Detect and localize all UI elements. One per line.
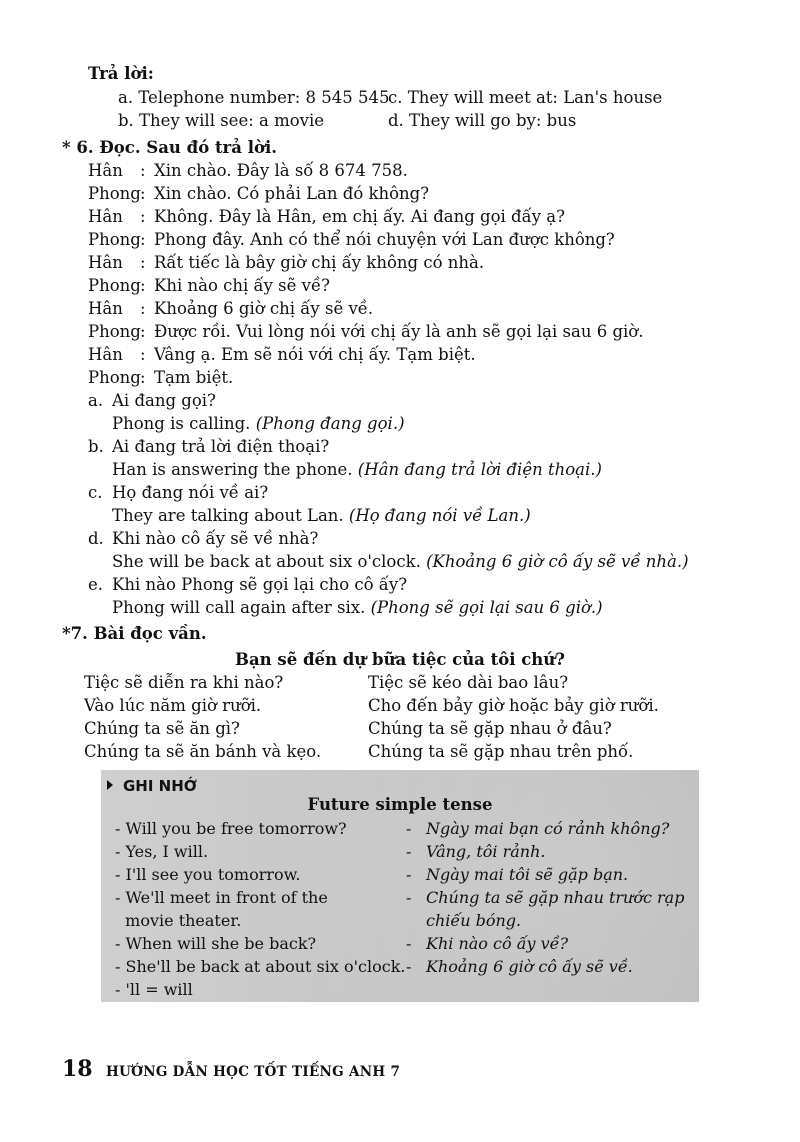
- answer-vi: (Khoảng 6 giờ cô ấy sẽ về nhà.): [426, 552, 689, 571]
- answer-vi: (Hân đang trả lời điện thoại.): [357, 460, 602, 479]
- question-letter: a.: [88, 391, 104, 410]
- answer-en: She will be back at about six o'clock.: [112, 552, 421, 571]
- answer-c: c. They will meet at: Lan's house: [388, 88, 663, 107]
- speaker: Hân: [88, 299, 123, 318]
- rhyme-line: Tiệc sẽ kéo dài bao lâu?: [368, 673, 569, 692]
- ghi-nho-title: Future simple tense: [307, 795, 493, 814]
- grammar-vi: Chúng ta sẽ gặp nhau trước rạp: [426, 888, 685, 907]
- grammar-en: - I'll see you tomorrow.: [115, 865, 301, 884]
- dialogue-line: [88, 274, 330, 297]
- dialogue-line: [88, 320, 643, 343]
- page-number: 18: [62, 1056, 93, 1082]
- question-text: Ai đang trả lời điện thoại?: [112, 437, 330, 456]
- dialogue-line: [88, 251, 484, 274]
- question-answer: [112, 458, 602, 481]
- grammar-dash: -: [406, 957, 412, 976]
- answer-d: d. They will go by: bus: [388, 111, 577, 130]
- line-text: Xin chào. Có phải Lan đó không?: [154, 184, 430, 203]
- dialogue-line: [88, 205, 565, 228]
- grammar-dash: -: [406, 842, 412, 861]
- question-text: Họ đang nói về ai?: [112, 483, 269, 502]
- book-title: HƯỚNG DẪN HỌC TỐT TIẾNG ANH 7: [106, 1064, 401, 1080]
- colon: :: [140, 299, 146, 318]
- dialogue-line: [88, 297, 373, 320]
- answer-vi: (Họ đang nói về Lan.): [348, 506, 531, 525]
- ghi-nho-box: [101, 770, 699, 1002]
- dialogue-line: [88, 366, 233, 389]
- dialogue-line: [88, 159, 408, 182]
- answer-en: Han is answering the phone.: [112, 460, 353, 479]
- triangle-bullet-icon: [107, 780, 113, 790]
- speaker: Hân: [88, 345, 123, 364]
- question-letter: e.: [88, 575, 104, 594]
- line-text: Được rồi. Vui lòng nói với chị ấy là anh sẽ gọi lại sau 6 giờ.: [154, 322, 644, 341]
- ghi-nho-label: GHI NHỚ: [123, 777, 197, 795]
- answer-heading: Trả lời:: [88, 64, 154, 83]
- colon: :: [140, 161, 146, 180]
- line-text: Tạm biệt.: [154, 368, 234, 387]
- speaker: Phong: [88, 276, 141, 295]
- grammar-vi: Ngày mai bạn có rảnh không?: [426, 819, 670, 838]
- line-text: Vâng ạ. Em sẽ nói với chị ấy. Tạm biệt.: [154, 345, 476, 364]
- question-letter: c.: [88, 483, 103, 502]
- question-answer: [112, 504, 531, 527]
- grammar-en: - She'll be back at about six o'clock.: [115, 957, 406, 976]
- rhyme-line: Cho đến bảy giờ hoặc bảy giờ rưỡi.: [368, 696, 659, 715]
- colon: :: [140, 184, 146, 203]
- answer-en: They are talking about Lan.: [112, 506, 344, 525]
- grammar-en: - We'll meet in front of the: [115, 888, 328, 907]
- question-answer: [112, 596, 603, 619]
- line-text: Không. Đây là Hân, em chị ấy. Ai đang gọi đấy ạ?: [154, 207, 565, 226]
- speaker: Hân: [88, 207, 123, 226]
- question-text: Ai đang gọi?: [112, 391, 216, 410]
- question-letter: b.: [88, 437, 104, 456]
- grammar-en: - 'll = will: [115, 980, 193, 999]
- section6-heading: * 6. Đọc. Sau đó trả lời.: [62, 138, 277, 157]
- grammar-vi: Khi nào cô ấy về?: [426, 934, 569, 953]
- rhyme-line: Chúng ta sẽ ăn bánh và kẹo.: [84, 742, 322, 761]
- dialogue-line: [88, 182, 429, 205]
- rhyme-line: Tiệc sẽ diễn ra khi nào?: [84, 673, 284, 692]
- section7-heading: *7. Bài đọc vần.: [62, 624, 207, 643]
- rhyme-line: Vào lúc năm giờ rưỡi.: [84, 696, 262, 715]
- line-text: Khoảng 6 giờ chị ấy sẽ về.: [154, 299, 374, 318]
- grammar-en: - Yes, I will.: [115, 842, 209, 861]
- answer-en: Phong will call again after six.: [112, 598, 366, 617]
- colon: :: [140, 253, 146, 272]
- question-letter: d.: [88, 529, 104, 548]
- rhyme-line: Chúng ta sẽ ăn gì?: [84, 719, 240, 738]
- grammar-dash: -: [406, 819, 412, 838]
- speaker: Phong: [88, 368, 141, 387]
- grammar-en: movie theater.: [115, 911, 242, 930]
- grammar-en: - Will you be free tomorrow?: [115, 819, 347, 838]
- grammar-dash: -: [406, 865, 412, 884]
- colon: :: [140, 322, 146, 341]
- grammar-en: - When will she be back?: [115, 934, 317, 953]
- speaker: Hân: [88, 161, 123, 180]
- question-text: Khi nào Phong sẽ gọi lại cho cô ấy?: [112, 575, 408, 594]
- grammar-dash: -: [406, 934, 412, 953]
- colon: :: [140, 230, 146, 249]
- line-text: Rất tiếc là bây giờ chị ấy không có nhà.: [154, 253, 485, 272]
- answer-a: a. Telephone number: 8 545 545: [118, 88, 390, 107]
- answer-vi: (Phong đang gọi.): [255, 414, 405, 433]
- rhyme-title: Bạn sẽ đến dự bữa tiệc của tôi chứ?: [235, 650, 565, 669]
- dialogue-line: [88, 343, 476, 366]
- speaker: Phong: [88, 322, 141, 341]
- answer-en: Phong is calling.: [112, 414, 251, 433]
- speaker: Phong: [88, 230, 141, 249]
- speaker: Phong: [88, 184, 141, 203]
- question-answer: [112, 412, 405, 435]
- colon: :: [140, 276, 146, 295]
- dialogue-line: [88, 228, 615, 251]
- rhyme-line: Chúng ta sẽ gặp nhau trên phố.: [368, 742, 634, 761]
- colon: :: [140, 368, 146, 387]
- grammar-vi: Vâng, tôi rảnh.: [426, 842, 546, 861]
- rhyme-line: Chúng ta sẽ gặp nhau ở đâu?: [368, 719, 612, 738]
- answer-vi: (Phong sẽ gọi lại sau 6 giờ.): [370, 598, 603, 617]
- question-text: Khi nào cô ấy sẽ về nhà?: [112, 529, 319, 548]
- answer-b: b. They will see: a movie: [118, 111, 325, 130]
- grammar-dash: -: [406, 888, 412, 907]
- grammar-vi: Khoảng 6 giờ cô ấy sẽ về.: [426, 957, 633, 976]
- question-answer: [112, 550, 689, 573]
- colon: :: [140, 207, 146, 226]
- line-text: Phong đây. Anh có thể nói chuyện với Lan được không?: [154, 230, 615, 249]
- grammar-vi: Ngày mai tôi sẽ gặp bạn.: [426, 865, 629, 884]
- line-text: Khi nào chị ấy sẽ về?: [154, 276, 330, 295]
- colon: :: [140, 345, 146, 364]
- line-text: Xin chào. Đây là số 8 674 758.: [154, 161, 408, 180]
- speaker: Hân: [88, 253, 123, 272]
- grammar-vi: chiếu bóng.: [426, 911, 522, 930]
